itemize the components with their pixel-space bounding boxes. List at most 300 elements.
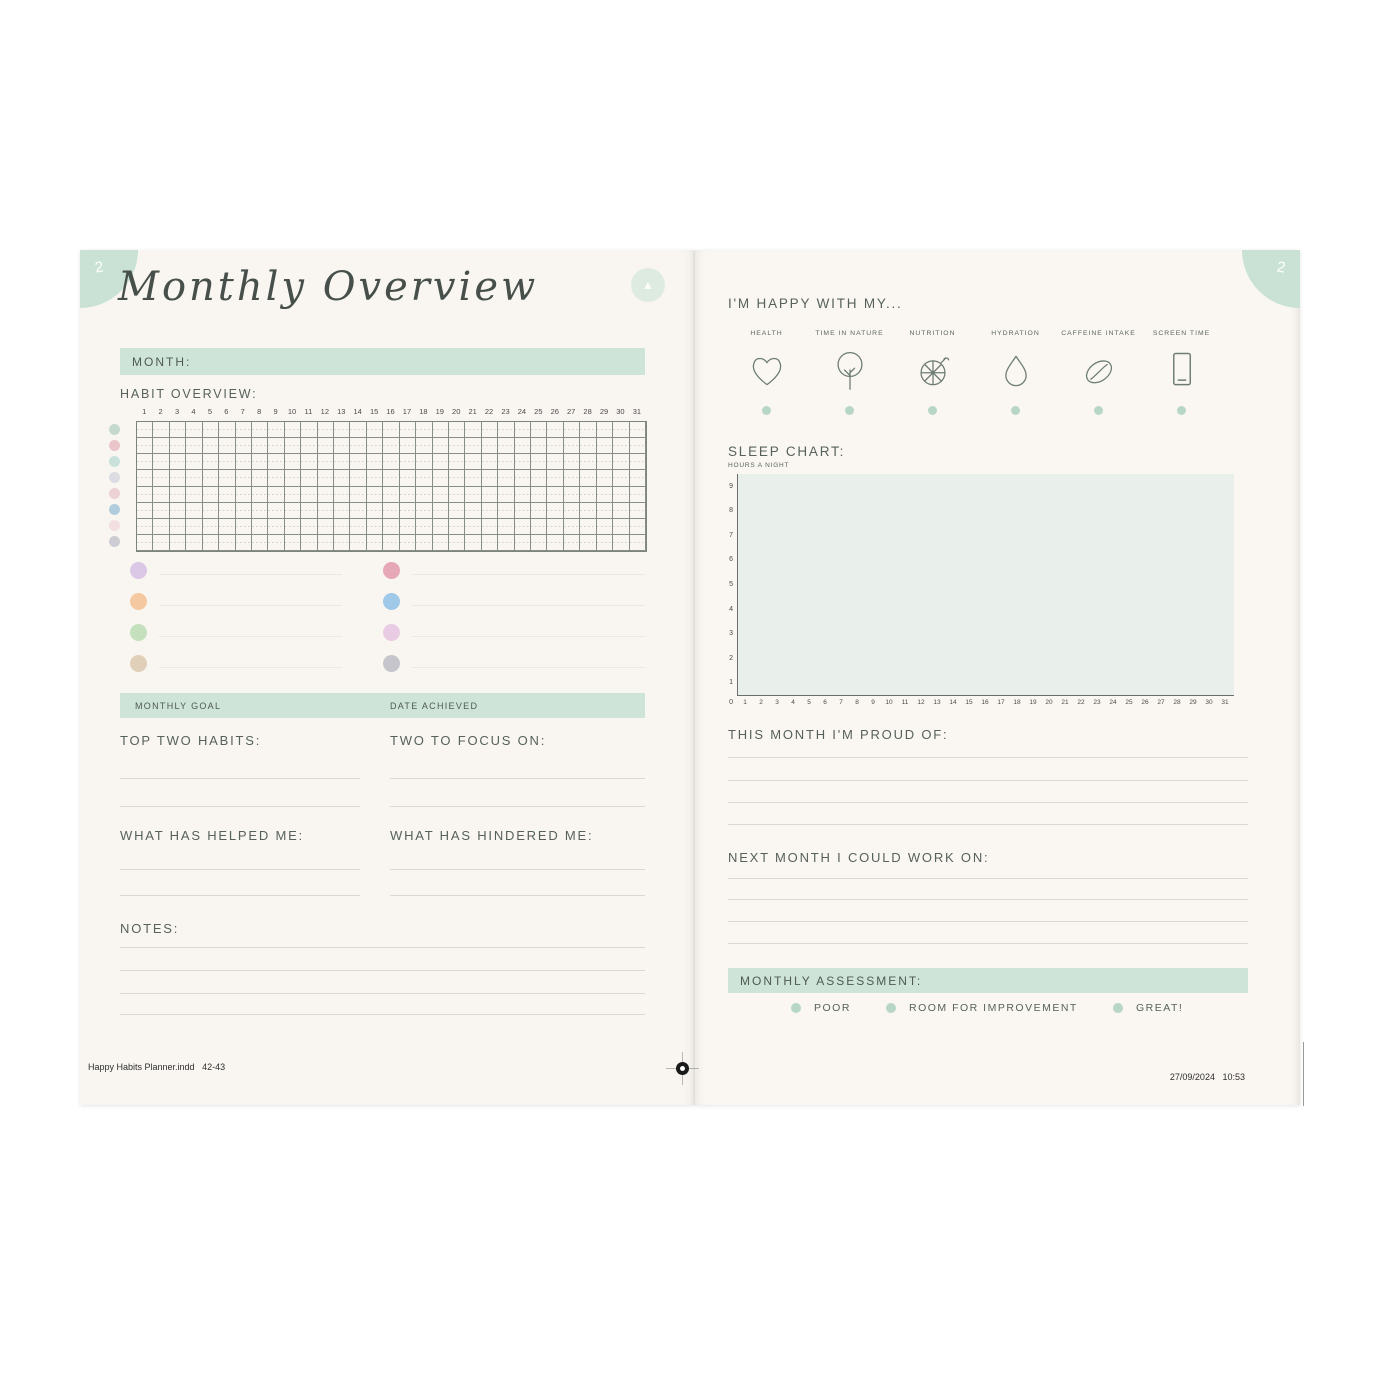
- habit-legend-left: [130, 561, 342, 685]
- x-axis-tick-label: 31: [1221, 699, 1229, 706]
- habit-grid-cell: [301, 422, 317, 438]
- habit-color-dot: [130, 655, 147, 672]
- habit-grid-cell: [301, 438, 317, 454]
- habit-grid-cell: [547, 519, 563, 535]
- habit-grid-cell: [170, 422, 186, 438]
- writing-line: [120, 993, 645, 994]
- habit-grid-cell: [318, 422, 334, 438]
- grid-day-label: 6: [224, 407, 229, 416]
- x-axis-tick-label: 30: [1205, 699, 1213, 706]
- grid-day-label: 8: [257, 407, 262, 416]
- writing-line: [390, 895, 645, 896]
- habit-color-dot: [130, 624, 147, 641]
- grid-day-label: 19: [435, 407, 444, 416]
- grid-day-label: 29: [599, 407, 609, 416]
- habit-grid-cell: [400, 454, 416, 470]
- assessment-option: [886, 1002, 1078, 1014]
- habit-grid-cell: [137, 519, 153, 535]
- habit-grid-cell: [449, 487, 465, 503]
- x-axis-tick-label: 2: [759, 699, 763, 706]
- happy-item-label: TIME IN NATURE: [815, 330, 884, 337]
- habit-color-dot: [383, 655, 400, 672]
- habit-grid-cell: [416, 438, 432, 454]
- habit-grid-cell: [515, 438, 531, 454]
- writing-line: [120, 1014, 645, 1015]
- assessment-option-dot: [886, 1003, 896, 1013]
- habit-grid-cell: [350, 503, 366, 519]
- x-axis-tick-label: 26: [1141, 699, 1149, 706]
- page-right: [695, 250, 1300, 1105]
- grid-day-label: 14: [353, 407, 362, 416]
- habit-grid-cell: [383, 422, 399, 438]
- habit-grid-cell: [236, 519, 252, 535]
- print-date: 27/09/2024: [1169, 1072, 1215, 1082]
- habit-grid-cell: [236, 535, 252, 551]
- habit-grid-cell: [268, 535, 284, 551]
- habit-grid-cell: [219, 454, 235, 470]
- habit-grid-cell: [268, 487, 284, 503]
- habit-grid-cell: [400, 535, 416, 551]
- habit-grid-cell: [268, 470, 284, 486]
- grid-day-label: 22: [484, 407, 494, 416]
- habit-grid-cell: [137, 470, 153, 486]
- habit-grid-cell: [236, 470, 252, 486]
- habit-grid-cell: [186, 535, 202, 551]
- habit-grid-cell: [465, 470, 481, 486]
- habit-grid-cell: [170, 487, 186, 503]
- habit-grid-cell: [367, 422, 383, 438]
- habit-grid-cell: [334, 535, 350, 551]
- habit-grid-cell: [236, 503, 252, 519]
- habit-grid-cell: [252, 503, 268, 519]
- habit-grid-cell: [564, 519, 580, 535]
- notes-heading: NOTES:: [120, 921, 180, 936]
- habit-grid-cell: [597, 519, 613, 535]
- habit-grid-cell: [580, 519, 596, 535]
- habit-grid-cell: [170, 519, 186, 535]
- habit-grid-cell: [268, 503, 284, 519]
- assessment-option: [791, 1002, 851, 1014]
- habit-grid-cell: [383, 487, 399, 503]
- x-axis-tick-label: 12: [917, 699, 925, 706]
- habit-grid-cell: [597, 503, 613, 519]
- habit-color-dot: [130, 562, 147, 579]
- habit-grid-cell: [350, 454, 366, 470]
- habit-grid-cell: [416, 422, 432, 438]
- habit-grid-cell: [186, 454, 202, 470]
- habit-grid-cell: [531, 535, 547, 551]
- grid-day-label: 27: [567, 407, 576, 416]
- sleep-chart-subtitle: HOURS A NIGHT: [728, 462, 790, 469]
- habit-grid-cell: [613, 454, 629, 470]
- month-label: MONTH:: [132, 354, 192, 369]
- habit-grid-cell: [515, 519, 531, 535]
- habit-grid-cell: [498, 519, 514, 535]
- grid-day-label: 9: [273, 407, 278, 416]
- assessment-option-dot: [791, 1003, 801, 1013]
- habit-grid-cell: [285, 454, 301, 470]
- writing-line: [728, 899, 1248, 900]
- grid-day-label: 28: [583, 407, 592, 416]
- x-axis-tick-label: 5: [807, 699, 811, 706]
- habit-grid-cell: [515, 503, 531, 519]
- grid-day-label: 7: [240, 407, 245, 416]
- writing-line: [159, 636, 342, 637]
- habit-grid-cell: [219, 438, 235, 454]
- x-axis-tick-label: 25: [1125, 699, 1133, 706]
- habit-grid-cell: [613, 503, 629, 519]
- habit-grid-cell: [630, 535, 646, 551]
- habit-grid-cell: [153, 503, 169, 519]
- coffee-bean-icon: [1077, 346, 1121, 394]
- x-axis-tick-label: 14: [949, 699, 957, 706]
- habit-grid-cell: [580, 422, 596, 438]
- habit-grid-cell: [433, 470, 449, 486]
- habit-grid-cell: [531, 503, 547, 519]
- habit-grid-cell: [301, 454, 317, 470]
- hindered-me-heading: WHAT HAS HINDERED ME:: [390, 828, 594, 843]
- habit-grid-cell: [433, 519, 449, 535]
- habit-grid-cell: [433, 503, 449, 519]
- habit-grid-cell: [630, 470, 646, 486]
- habit-grid-cell: [153, 535, 169, 551]
- checkbox-dot: [928, 406, 937, 415]
- habit-row-dot: [109, 456, 120, 467]
- habit-grid-cell: [285, 503, 301, 519]
- happy-item-label: CAFFEINE INTAKE: [1061, 330, 1136, 337]
- habit-grid-cell: [137, 454, 153, 470]
- habit-grid-cell: [153, 470, 169, 486]
- habit-grid-cell: [236, 438, 252, 454]
- habit-grid-cell: [170, 503, 186, 519]
- habit-grid-cell: [564, 487, 580, 503]
- habit-legend-row: [130, 654, 342, 672]
- grid-day-label: 2: [158, 407, 163, 416]
- habit-grid-cell: [334, 422, 350, 438]
- grid-day-label: 12: [320, 407, 330, 416]
- habit-legend-row: [383, 623, 645, 641]
- habit-grid-cell: [416, 470, 432, 486]
- habit-grid-cell: [153, 487, 169, 503]
- habit-grid-cell: [433, 487, 449, 503]
- writing-line: [728, 921, 1248, 922]
- habit-grid-cell: [137, 487, 153, 503]
- habit-grid-cell: [580, 535, 596, 551]
- habit-grid-cell: [301, 470, 317, 486]
- habit-grid-cell: [580, 503, 596, 519]
- habit-grid-cell: [630, 503, 646, 519]
- happy-item-label: HYDRATION: [991, 330, 1040, 337]
- habit-grid-cell: [367, 438, 383, 454]
- sleep-chart-origin-label: 0: [729, 699, 733, 706]
- page-number: 2: [1275, 258, 1287, 277]
- grid-day-label: 13: [337, 407, 346, 416]
- grid-day-label: 4: [191, 407, 196, 416]
- habit-grid-cell: [547, 438, 563, 454]
- x-axis-tick-label: 4: [791, 699, 795, 706]
- habit-grid-cell: [252, 519, 268, 535]
- writing-line: [728, 802, 1248, 803]
- happy-item-label: SCREEN TIME: [1152, 330, 1211, 337]
- habit-grid-cell: [170, 454, 186, 470]
- habit-grid-cell: [301, 487, 317, 503]
- habit-grid-cell: [482, 487, 498, 503]
- writing-line: [412, 636, 645, 637]
- work-on-heading: NEXT MONTH I COULD WORK ON:: [728, 850, 990, 865]
- x-axis-tick-label: 18: [1013, 699, 1021, 706]
- checkbox-dot: [845, 406, 854, 415]
- habit-grid-cell: [630, 519, 646, 535]
- writing-line: [728, 943, 1248, 944]
- habit-grid-cell: [564, 535, 580, 551]
- habit-grid-cell: [137, 438, 153, 454]
- x-axis-tick-label: 19: [1029, 699, 1037, 706]
- checkbox-dot: [1011, 406, 1020, 415]
- assessment-label: MONTHLY ASSESSMENT:: [740, 973, 923, 988]
- habit-grid-cell: [252, 422, 268, 438]
- print-time: 10:53: [1222, 1072, 1245, 1082]
- habit-grid-cell: [613, 438, 629, 454]
- happy-item-label: HEALTH: [750, 330, 783, 337]
- print-footer-right: [1075, 1062, 1245, 1092]
- habit-grid-cell: [465, 487, 481, 503]
- habit-grid-cell: [334, 470, 350, 486]
- habit-legend-row: [130, 623, 342, 641]
- habit-grid-cell: [285, 535, 301, 551]
- habit-grid-cell: [564, 438, 580, 454]
- habit-grid-cell: [203, 535, 219, 551]
- triangle-marker-icon: ▲: [631, 268, 665, 302]
- habit-grid-cell: [350, 438, 366, 454]
- habit-grid-cell: [268, 438, 284, 454]
- proud-of-heading: THIS MONTH I'M PROUD OF:: [728, 727, 949, 742]
- x-axis-tick-label: 21: [1061, 699, 1069, 706]
- writing-line: [120, 947, 645, 948]
- y-axis-tick-label: 9: [729, 482, 733, 490]
- writing-line: [412, 574, 645, 575]
- registration-mark-icon: [676, 1062, 689, 1075]
- habit-grid-cell: [268, 422, 284, 438]
- habit-grid-cell: [531, 519, 547, 535]
- habit-legend-row: [383, 592, 645, 610]
- habit-grid-cell: [334, 503, 350, 519]
- habit-grid-cell: [580, 438, 596, 454]
- grid-day-label: 31: [632, 407, 642, 416]
- habit-grid-cell: [203, 487, 219, 503]
- habit-grid-cell: [236, 487, 252, 503]
- habit-grid-cell: [416, 503, 432, 519]
- goal-bar: [120, 693, 645, 718]
- writing-line: [159, 574, 342, 575]
- habit-grid-cell: [564, 454, 580, 470]
- habit-grid-cell: [613, 535, 629, 551]
- x-axis-tick-label: 8: [855, 699, 859, 706]
- habit-grid-cell: [597, 535, 613, 551]
- habit-grid-cell: [186, 503, 202, 519]
- habit-grid-cell: [482, 454, 498, 470]
- writing-line: [390, 778, 645, 779]
- date-achieved-label: DATE ACHIEVED: [390, 700, 479, 711]
- x-axis-tick-label: 9: [871, 699, 875, 706]
- grid-day-label: 1: [142, 407, 147, 416]
- habit-grid-cell: [433, 535, 449, 551]
- habit-row-dot: [109, 504, 120, 515]
- y-axis-tick-label: 2: [729, 654, 733, 662]
- habit-row-dot: [109, 520, 120, 531]
- habit-color-dot: [383, 624, 400, 641]
- habit-grid-cell: [449, 470, 465, 486]
- grid-day-label: 17: [402, 407, 412, 416]
- x-axis-tick-label: 29: [1189, 699, 1197, 706]
- phone-icon: [1160, 346, 1204, 394]
- habit-grid-cell: [531, 422, 547, 438]
- habit-grid-cell: [219, 422, 235, 438]
- habit-grid-cell: [416, 454, 432, 470]
- habit-grid-cell: [630, 422, 646, 438]
- grid-day-label: 3: [174, 407, 180, 416]
- habit-grid-cell: [433, 454, 449, 470]
- habit-grid-cell: [433, 438, 449, 454]
- habit-grid-cell: [318, 487, 334, 503]
- habit-grid-cell: [498, 535, 514, 551]
- habit-grid-cell: [613, 470, 629, 486]
- x-axis-tick-label: 24: [1109, 699, 1117, 706]
- happy-with-heading: I'M HAPPY WITH MY...: [728, 296, 903, 311]
- habit-grid-cell: [498, 454, 514, 470]
- habit-grid-cell: [465, 519, 481, 535]
- habit-grid-cell: [137, 422, 153, 438]
- habit-grid-cell: [597, 470, 613, 486]
- habit-grid-cell: [564, 422, 580, 438]
- assessment-option-label: GREAT!: [1136, 1002, 1184, 1014]
- x-axis-tick-label: 22: [1077, 699, 1085, 706]
- habit-color-dot: [383, 562, 400, 579]
- habit-grid-cell: [301, 503, 317, 519]
- habit-tracker-grid: [136, 421, 647, 552]
- happy-item-time-in-nature: [808, 330, 891, 415]
- page-number: 2: [93, 258, 105, 277]
- grid-day-label: 5: [207, 407, 212, 416]
- writing-line: [412, 667, 645, 668]
- assessment-option-label: ROOM FOR IMPROVEMENT: [909, 1002, 1078, 1014]
- habit-grid-cell: [285, 470, 301, 486]
- habit-grid-cell: [383, 535, 399, 551]
- grid-day-label: 15: [369, 407, 379, 416]
- habit-grid-day-numbers: [136, 407, 645, 416]
- y-axis-tick-label: 1: [729, 679, 733, 687]
- writing-line: [412, 605, 645, 606]
- habit-grid-cell: [153, 519, 169, 535]
- habit-grid-cell: [630, 438, 646, 454]
- habit-row-dot: [109, 536, 120, 547]
- grid-day-label: 30: [616, 407, 625, 416]
- habit-grid-cell: [547, 470, 563, 486]
- habit-legend-row: [130, 561, 342, 579]
- x-axis-tick-label: 28: [1173, 699, 1181, 706]
- habit-grid-cell: [367, 487, 383, 503]
- habit-grid-cell: [482, 470, 498, 486]
- writing-line: [120, 970, 645, 971]
- month-bar: [120, 348, 645, 375]
- happy-item-screen-time: [1140, 330, 1223, 415]
- habit-row-dots: [106, 421, 122, 550]
- print-footer-left: Happy Habits Planner.indd 42-43: [88, 1062, 226, 1072]
- habit-grid-cell: [203, 438, 219, 454]
- habit-grid-cell: [449, 454, 465, 470]
- habit-grid-cell: [301, 535, 317, 551]
- grid-day-label: 21: [468, 407, 477, 416]
- habit-grid-cell: [334, 454, 350, 470]
- habit-grid-cell: [465, 438, 481, 454]
- habit-grid-cell: [597, 438, 613, 454]
- y-axis-tick-label: 6: [729, 556, 733, 564]
- habit-grid-cell: [580, 470, 596, 486]
- habit-grid-cell: [252, 487, 268, 503]
- habit-grid-cell: [400, 422, 416, 438]
- habit-grid-cell: [318, 535, 334, 551]
- habit-grid-cell: [367, 535, 383, 551]
- happy-item-nutrition: [891, 330, 974, 415]
- habit-grid-cell: [318, 438, 334, 454]
- habit-grid-cell: [186, 422, 202, 438]
- sleep-chart-x-axis-labels: [737, 699, 1233, 706]
- habit-grid-cell: [482, 422, 498, 438]
- habit-grid-cell: [170, 438, 186, 454]
- habit-grid-cell: [482, 503, 498, 519]
- helped-me-heading: WHAT HAS HELPED ME:: [120, 828, 304, 843]
- writing-line: [728, 757, 1248, 758]
- habit-grid-cell: [400, 519, 416, 535]
- habit-grid-cell: [416, 487, 432, 503]
- habit-grid-cell: [350, 422, 366, 438]
- habit-grid-cell: [186, 470, 202, 486]
- habit-grid-cell: [482, 535, 498, 551]
- habit-grid-cell: [350, 487, 366, 503]
- habit-grid-cell: [350, 519, 366, 535]
- x-axis-tick-label: 10: [885, 699, 893, 706]
- writing-line: [120, 806, 360, 807]
- water-drop-icon: [994, 346, 1038, 394]
- habit-overview-heading: HABIT OVERVIEW:: [120, 387, 258, 401]
- habit-grid-cell: [285, 519, 301, 535]
- habit-grid-cell: [515, 535, 531, 551]
- habit-legend-row: [130, 592, 342, 610]
- habit-grid-cell: [449, 503, 465, 519]
- page-corner-decoration: [1242, 250, 1300, 308]
- habit-legend-right: [383, 561, 645, 685]
- heart-icon: [745, 346, 789, 394]
- monthly-goal-label: MONTHLY GOAL: [135, 700, 222, 711]
- habit-grid-cell: [400, 470, 416, 486]
- habit-row-dot: [109, 424, 120, 435]
- checkbox-dot: [762, 406, 771, 415]
- habit-grid-cell: [630, 454, 646, 470]
- grid-day-label: 23: [501, 407, 510, 416]
- habit-grid-cell: [367, 503, 383, 519]
- habit-grid-cell: [547, 422, 563, 438]
- grid-day-label: 25: [534, 407, 543, 416]
- happy-item-label: NUTRITION: [909, 330, 956, 337]
- checkbox-dot: [1094, 406, 1103, 415]
- happy-item-caffeine-intake: [1057, 330, 1140, 415]
- habit-grid-cell: [465, 535, 481, 551]
- habit-grid-cell: [383, 519, 399, 535]
- habit-grid-cell: [547, 454, 563, 470]
- habit-grid-cell: [367, 470, 383, 486]
- writing-line: [390, 806, 645, 807]
- habit-grid-cell: [531, 470, 547, 486]
- habit-grid-cell: [268, 454, 284, 470]
